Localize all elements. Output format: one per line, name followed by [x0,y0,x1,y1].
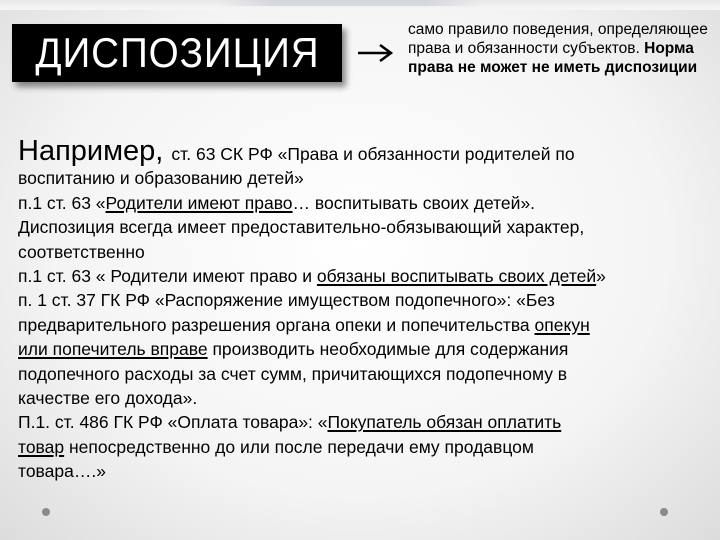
dot-icon [660,508,668,516]
definition-normal: само правило поведения, определяющее права и обязанности субъектов. [408,21,708,57]
body-line [18,459,708,483]
body-line [18,240,708,264]
underlined-text: или попечитель вправе [18,339,208,360]
body-line [18,215,708,239]
underlined-text: опекун [534,314,590,335]
body-line [18,435,708,459]
body-line [18,288,708,312]
body-line [18,362,708,386]
slide-title: ДИСПОЗИЦИЯ [34,29,320,76]
text-segment: п.1 ст. 63 « [18,192,106,213]
body-line [18,410,708,434]
definition-bold: Норма права не может не иметь диспозиции [408,40,698,76]
text-segment: непосредственно до или после передачи ему продавцом [64,436,534,457]
text-segment: подопечного расходы за счет сумм, причитающихся подопечному в [18,363,568,384]
text-segment: производить необходимые для содержания [207,339,569,360]
text-segment: п.1 ст. 63 « Родители имеют право и [18,266,317,287]
underlined-text: обязаны воспитывать своих детей [316,266,597,287]
definition-text [408,20,708,77]
body-line [18,337,708,361]
text-segment: предварительного разрешения органа опеки и попечительства [18,314,535,335]
body-line [18,191,708,215]
text-segment: П.1. ст. 486 ГК РФ «Оплата товара»: « [18,412,328,433]
body-line [18,136,708,166]
body-line [18,166,708,190]
text-segment: качестве его дохода». [18,388,198,409]
body-line [18,313,708,337]
text-segment: товара….» [18,461,106,482]
slide-body [18,136,708,484]
text-segment: воспитанию и образованию детей» [18,168,304,189]
text-segment: ст. 63 СК РФ «Права и обязанности родителей по [171,144,575,164]
right-arrow-icon [356,42,396,64]
title-box [12,24,342,82]
body-line [18,264,708,288]
faded-header-text [220,0,480,6]
text-segment: … воспитывать своих детей». [292,192,536,213]
text-segment: п. 1 ст. 37 ГК РФ «Распоряжение имуществом подопечного»: «Без [18,290,555,311]
underlined-text: Покупатель обязан оплатить [327,412,562,433]
dot-icon [42,508,50,516]
text-segment: Диспозиция всегда имеет предоставительно-обязывающий характер, [18,217,585,238]
body-line [18,386,708,410]
text-segment: соответственно [18,241,145,262]
text-segment: » [596,266,606,287]
underlined-text: Родители имеют право [105,192,293,213]
underlined-text: товар [18,436,65,457]
text-segment: Например, [18,135,172,167]
